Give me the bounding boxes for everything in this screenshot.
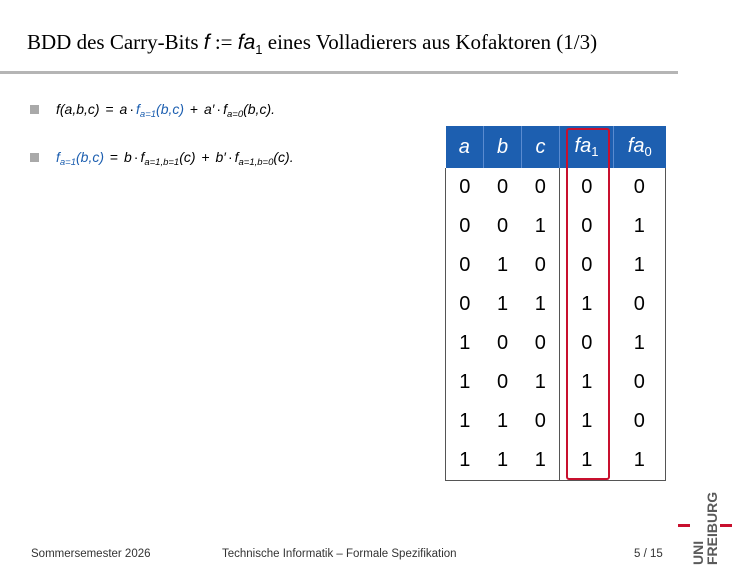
- cell: 1: [446, 402, 484, 441]
- cell: 1: [560, 285, 614, 324]
- cell: 1: [496, 254, 509, 276]
- header-b: b: [484, 126, 522, 168]
- title-divider: [0, 71, 678, 74]
- bullet-cofactor-a: [30, 101, 420, 121]
- cell: 0: [534, 254, 546, 276]
- cell: 1: [614, 324, 666, 363]
- table-row: [446, 363, 666, 402]
- cell: 0: [534, 410, 546, 432]
- cell: 0: [614, 402, 666, 441]
- cell: 0: [446, 168, 484, 207]
- cell: 0: [534, 332, 546, 354]
- table-row: [446, 324, 666, 363]
- equation: $f(a,b,c) = a \cdot f_{a=1}(b,c) + a' \cdot f_{a=0}(b,c)$.: [56, 101, 275, 120]
- header-fa1: $fa_1$: [560, 126, 614, 168]
- university-logo: [676, 483, 736, 565]
- cell: 1: [484, 441, 522, 480]
- cell: 0: [496, 371, 509, 393]
- footer-semester: Sommersemester 2026: [31, 548, 151, 560]
- table-row: [446, 285, 666, 324]
- cell: 0: [560, 207, 614, 246]
- cell: 1: [614, 207, 666, 246]
- cell: 0: [496, 332, 509, 354]
- bullet-marker: [30, 153, 39, 162]
- logo-text-freiburg: FREIBURG: [704, 491, 720, 565]
- cell: 0: [496, 176, 509, 198]
- cell: 1: [560, 363, 614, 402]
- cell: 0: [534, 176, 546, 198]
- cell: 0: [614, 168, 666, 207]
- header-fa0: $fa_0$: [614, 126, 666, 168]
- table-row: [446, 207, 666, 246]
- cell: 1: [560, 441, 614, 480]
- table-row: [446, 246, 666, 285]
- cell: 1: [534, 293, 546, 315]
- cell: 1: [446, 324, 484, 363]
- cell: 0: [614, 285, 666, 324]
- slide-title: BDD des Carry-Bits f := $fa_1$ eines Volladierers aus Kofaktoren (1/3): [27, 30, 598, 58]
- bullet-cofactor-b: [30, 149, 420, 169]
- cell: 0: [560, 324, 614, 363]
- cell: 1: [534, 215, 546, 237]
- cell: 1: [522, 441, 560, 480]
- cell: 1: [614, 246, 666, 285]
- logo-accent: [678, 524, 690, 527]
- cell: 1: [496, 410, 509, 432]
- bullet-marker: [30, 105, 39, 114]
- cell: 1: [560, 402, 614, 441]
- cell: 1: [614, 441, 666, 480]
- cell: 0: [446, 246, 484, 285]
- footer-course: Technische Informatik – Formale Spezifikation: [222, 548, 457, 560]
- footer-page-number: 5 / 15: [634, 548, 663, 560]
- logo-text-uni: UNI: [690, 540, 706, 565]
- table-row: [446, 402, 666, 441]
- header-a: a: [446, 126, 484, 168]
- cell: 1: [534, 371, 546, 393]
- truth-table-header: [446, 126, 666, 168]
- logo-accent: [720, 524, 732, 527]
- cell: 0: [560, 168, 614, 207]
- cell: 0: [496, 215, 509, 237]
- equation: $f_{a=1}(b,c) = b \cdot f_{a=1,b=1}(c) + b' \cdot f_{a=1,b=0}(c)$.: [56, 149, 294, 168]
- cell: 0: [446, 285, 484, 324]
- cell: 1: [496, 293, 509, 315]
- table-row: [446, 168, 666, 207]
- cell: 1: [446, 363, 484, 402]
- truth-table: [445, 126, 666, 481]
- table-row: [446, 441, 666, 480]
- cell: 0: [614, 363, 666, 402]
- cell: 1: [446, 441, 484, 480]
- header-c: c: [522, 126, 560, 168]
- cell: 0: [446, 207, 484, 246]
- cell: 0: [560, 246, 614, 285]
